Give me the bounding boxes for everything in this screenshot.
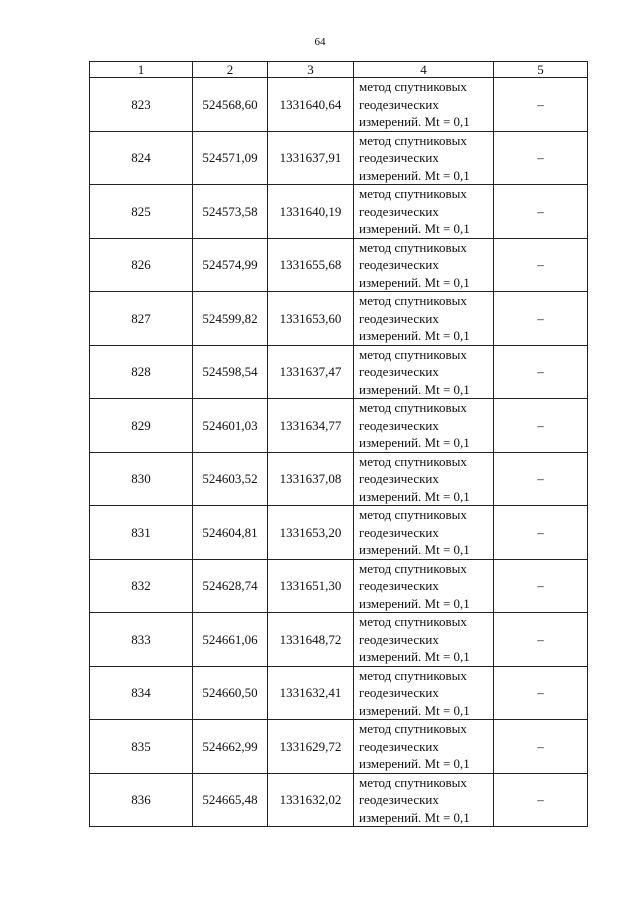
method-cell	[354, 613, 494, 667]
method-line: метод спутниковых	[359, 346, 467, 362]
method-line: геодезических	[359, 524, 439, 540]
y-coordinate-cell: 1331655,68	[268, 238, 354, 292]
method-cell	[354, 185, 494, 239]
header-col-2: 2	[193, 62, 268, 78]
method-line: метод спутниковых	[359, 560, 467, 576]
table-row	[90, 613, 588, 667]
x-coordinate-cell: 524662,99	[193, 720, 268, 774]
y-coordinate-cell: 1331637,91	[268, 131, 354, 185]
y-coordinate-cell: 1331632,02	[268, 773, 354, 827]
method-line: метод спутниковых	[359, 293, 467, 308]
x-coordinate-cell: 524628,74	[193, 559, 268, 613]
x-coordinate-cell: 524598,54	[193, 345, 268, 399]
table-row	[90, 773, 588, 827]
table-row	[90, 185, 588, 239]
y-coordinate-cell: 1331640,64	[268, 78, 354, 132]
method-line: геодезических	[359, 471, 439, 486]
table-row	[90, 345, 588, 399]
method-cell	[354, 666, 494, 720]
method-line: измерений. Mt = 0,1	[359, 595, 470, 611]
method-cell	[354, 559, 494, 613]
method-line: метод спутниковых	[359, 774, 467, 790]
method-line: геодезических	[359, 203, 439, 219]
method-line: измерений. Mt = 0,1	[359, 328, 470, 343]
method-line: метод спутниковых	[359, 186, 467, 201]
x-coordinate-cell: 524571,09	[193, 131, 268, 185]
method-line: геодезических	[359, 364, 439, 379]
method-line: метод спутниковых	[359, 453, 467, 469]
method-cell	[354, 131, 494, 185]
header-col-5: 5	[494, 62, 588, 78]
y-coordinate-cell: 1331634,77	[268, 399, 354, 453]
point-number-cell: 829	[90, 399, 193, 453]
method-cell	[354, 506, 494, 560]
note-cell: –	[494, 559, 588, 613]
table-row	[90, 666, 588, 720]
method-line: метод спутниковых	[359, 614, 467, 629]
note-cell: –	[494, 345, 588, 399]
method-line: метод спутниковых	[359, 667, 467, 683]
table-row	[90, 399, 588, 453]
table-body	[90, 78, 588, 827]
coordinates-table	[89, 61, 588, 827]
table-row	[90, 559, 588, 613]
method-line: геодезических	[359, 578, 439, 593]
method-cell	[354, 292, 494, 346]
table-row	[90, 131, 588, 185]
method-line: геодезических	[359, 738, 439, 754]
note-cell: –	[494, 613, 588, 667]
method-line: геодезических	[359, 150, 439, 165]
x-coordinate-cell: 524604,81	[193, 506, 268, 560]
method-line: метод спутниковых	[359, 132, 467, 148]
method-line: измерений. Mt = 0,1	[359, 649, 470, 664]
method-line: геодезических	[359, 417, 439, 433]
x-coordinate-cell: 524660,50	[193, 666, 268, 720]
method-line: измерений. Mt = 0,1	[359, 488, 470, 504]
table-row	[90, 720, 588, 774]
x-coordinate-cell: 524603,52	[193, 452, 268, 506]
header-row	[90, 62, 588, 78]
point-number-cell: 831	[90, 506, 193, 560]
table-row	[90, 238, 588, 292]
page-number: 64	[314, 36, 326, 48]
point-number-cell: 835	[90, 720, 193, 774]
method-line: измерений. Mt = 0,1	[359, 274, 470, 290]
method-line: метод спутниковых	[359, 721, 467, 736]
point-number-cell: 823	[90, 78, 193, 132]
point-number-cell: 828	[90, 345, 193, 399]
note-cell: –	[494, 452, 588, 506]
y-coordinate-cell: 1331629,72	[268, 720, 354, 774]
table-header	[90, 62, 588, 78]
table-row	[90, 292, 588, 346]
y-coordinate-cell: 1331653,60	[268, 292, 354, 346]
note-cell: –	[494, 720, 588, 774]
note-cell: –	[494, 78, 588, 132]
x-coordinate-cell: 524601,03	[193, 399, 268, 453]
y-coordinate-cell: 1331648,72	[268, 613, 354, 667]
method-line: геодезических	[359, 685, 439, 700]
method-line: измерений. Mt = 0,1	[359, 221, 470, 236]
x-coordinate-cell: 524599,82	[193, 292, 268, 346]
table-row	[90, 78, 588, 132]
point-number-cell: 824	[90, 131, 193, 185]
y-coordinate-cell: 1331637,08	[268, 452, 354, 506]
method-line: геодезических	[359, 631, 439, 647]
method-line: геодезических	[359, 96, 439, 112]
method-cell	[354, 452, 494, 506]
method-cell	[354, 238, 494, 292]
note-cell: –	[494, 185, 588, 239]
method-cell	[354, 773, 494, 827]
method-line: измерений. Mt = 0,1	[359, 809, 470, 825]
y-coordinate-cell: 1331640,19	[268, 185, 354, 239]
method-line: геодезических	[359, 792, 439, 807]
header-col-4: 4	[354, 62, 494, 78]
method-line: измерений. Mt = 0,1	[359, 756, 470, 771]
table-row	[90, 452, 588, 506]
method-line: измерений. Mt = 0,1	[359, 167, 470, 183]
method-line: измерений. Mt = 0,1	[359, 435, 470, 450]
point-number-cell: 832	[90, 559, 193, 613]
point-number-cell: 834	[90, 666, 193, 720]
y-coordinate-cell: 1331637,47	[268, 345, 354, 399]
header-col-1: 1	[90, 62, 193, 78]
method-line: измерений. Mt = 0,1	[359, 381, 470, 397]
note-cell: –	[494, 131, 588, 185]
note-cell: –	[494, 238, 588, 292]
method-line: метод спутниковых	[359, 507, 467, 522]
method-line: метод спутниковых	[359, 400, 467, 415]
y-coordinate-cell: 1331632,41	[268, 666, 354, 720]
y-coordinate-cell: 1331651,30	[268, 559, 354, 613]
note-cell: –	[494, 399, 588, 453]
x-coordinate-cell: 524574,99	[193, 238, 268, 292]
point-number-cell: 833	[90, 613, 193, 667]
method-line: геодезических	[359, 257, 439, 272]
method-line: геодезических	[359, 310, 439, 326]
point-number-cell: 836	[90, 773, 193, 827]
method-cell	[354, 78, 494, 132]
method-cell	[354, 720, 494, 774]
note-cell: –	[494, 506, 588, 560]
method-line: измерений. Mt = 0,1	[359, 114, 470, 129]
x-coordinate-cell: 524568,60	[193, 78, 268, 132]
method-cell	[354, 399, 494, 453]
x-coordinate-cell: 524661,06	[193, 613, 268, 667]
header-col-3: 3	[268, 62, 354, 78]
table-row	[90, 506, 588, 560]
note-cell: –	[494, 666, 588, 720]
method-line: метод спутниковых	[359, 79, 467, 94]
note-cell: –	[494, 773, 588, 827]
point-number-cell: 825	[90, 185, 193, 239]
method-line: метод спутниковых	[359, 239, 467, 255]
x-coordinate-cell: 524573,58	[193, 185, 268, 239]
method-line: измерений. Mt = 0,1	[359, 542, 470, 557]
point-number-cell: 826	[90, 238, 193, 292]
method-line: измерений. Mt = 0,1	[359, 702, 470, 718]
method-cell	[354, 345, 494, 399]
y-coordinate-cell: 1331653,20	[268, 506, 354, 560]
point-number-cell: 830	[90, 452, 193, 506]
point-number-cell: 827	[90, 292, 193, 346]
note-cell: –	[494, 292, 588, 346]
x-coordinate-cell: 524665,48	[193, 773, 268, 827]
